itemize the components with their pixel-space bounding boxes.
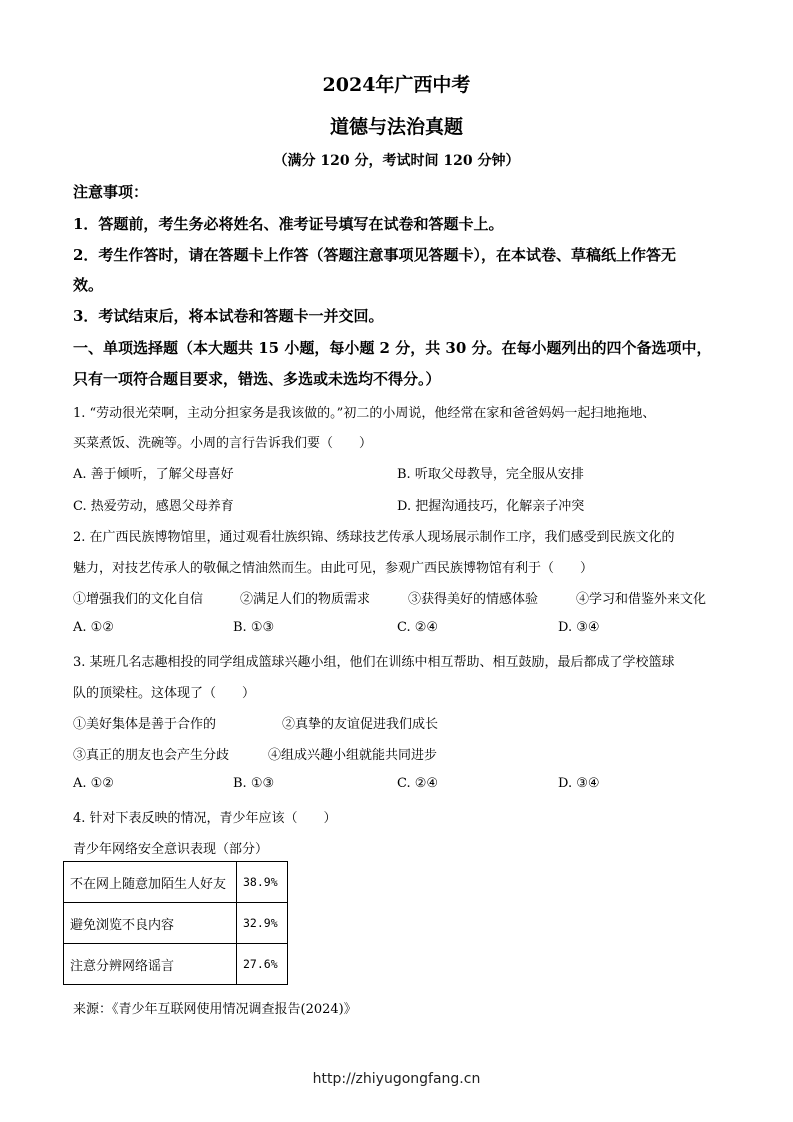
q1-option-a: A. 善于倾听，了解父母喜好 — [73, 467, 234, 482]
q1-stem: 1. “劳动很光荣啊，主动分担家务是我该做的。”初二的小周说，他经常在家和爸爸妈妈一起扫地拖地、 — [73, 406, 656, 421]
section-heading-cont: 只有一项符合题目要求，错选、多选或未选均不得分。） — [73, 370, 441, 388]
q3-option-b: B. ①③ — [233, 776, 275, 791]
table-cell-item: 避免浏览不良内容 — [64, 903, 237, 944]
q3-option-d: D. ③④ — [558, 776, 600, 791]
q2-statement-4: ④学习和借鉴外来文化 — [576, 592, 707, 607]
q3-statement-2: ②真挚的友谊促进我们成长 — [282, 717, 439, 732]
q2-option-b: B. ①③ — [233, 620, 275, 635]
section-heading: 一、单项选择题（本大题共 15 小题，每小题 2 分，共 30 分。在每小题列出的四个备选项中， — [73, 339, 712, 357]
q3-statement-4: ④组成兴趣小组就能共同进步 — [268, 748, 438, 763]
table-row — [64, 944, 288, 985]
note-item-3: 3．考试结束后，将本试卷和答题卡一并交回。 — [73, 307, 384, 325]
q2-statement-3: ③获得美好的情感体验 — [408, 592, 539, 607]
q3-option-a: A. ①② — [73, 776, 114, 791]
exam-subtitle: （满分 120 分，考试时间 120 分钟） — [273, 153, 520, 169]
note-item-2-cont: 效。 — [73, 276, 104, 294]
q3-statement-1: ①美好集体是善于合作的 — [73, 717, 217, 732]
q2-statement-1: ①增强我们的文化自信 — [73, 592, 204, 607]
table-row — [64, 903, 288, 944]
exam-title: 2024年广西中考 — [322, 74, 471, 96]
q3-option-c: C. ②④ — [397, 776, 439, 791]
q1-option-c: C. 热爱劳动，感恩父母养育 — [73, 499, 234, 514]
notes-heading: 注意事项： — [73, 183, 149, 201]
q1-stem-cont: 买菜煮饭、洗碗等。小周的言行告诉我们要（ ） — [73, 436, 373, 451]
table-source: 来源：《青少年互联网使用情况调查报告(2024)》 — [73, 1002, 357, 1017]
q3-stem: 3. 某班几名志趣相投的同学组成篮球兴趣小组，他们在训练中相互帮助、相互鼓励，最后都成了学校篮球 — [73, 655, 675, 670]
table-cell-percent: 38.9% — [237, 862, 288, 903]
note-item-2: 2．考生作答时，请在答题卡上作答（答题注意事项见答题卡），在本试卷、草稿纸上作答无 — [73, 246, 676, 264]
q2-stem-cont: 魅力，对技艺传承人的敬佩之情油然而生。由此可见，参观广西民族博物馆有利于（ ） — [73, 561, 594, 576]
table-cell-item: 不在网上随意加陌生人好友 — [64, 862, 237, 903]
q4-table-caption: 青少年网络安全意识表现（部分） — [73, 842, 269, 857]
q3-statement-3: ③真正的朋友也会产生分歧 — [73, 748, 230, 763]
exam-subject: 道德与法治真题 — [329, 116, 463, 138]
note-item-1: 1．答题前，考生务必将姓名、准考证号填写在试卷和答题卡上。 — [73, 215, 504, 233]
q2-option-c: C. ②④ — [397, 620, 439, 635]
table-cell-percent: 27.6% — [237, 944, 288, 985]
q3-stem-cont: 队的顶梁柱。这体现了（ ） — [73, 686, 256, 701]
table-row — [64, 862, 288, 903]
q2-option-a: A. ①② — [73, 620, 114, 635]
q2-statement-2: ②满足人们的物质需求 — [240, 592, 371, 607]
q1-option-d: D. 把握沟通技巧，化解亲子冲突 — [397, 499, 585, 514]
table-cell-percent: 32.9% — [237, 903, 288, 944]
table-cell-item: 注意分辨网络谣言 — [64, 944, 237, 985]
q4-stem: 4. 针对下表反映的情况，青少年应该（ ） — [73, 811, 337, 826]
q2-stem: 2. 在广西民族博物馆里，通过观看壮族织锦、绣球技艺传承人现场展示制作工序，我们感受到民族文化的 — [73, 530, 675, 545]
q1-option-b: B. 听取父母教导，完全服从安排 — [397, 467, 584, 482]
q2-option-d: D. ③④ — [558, 620, 600, 635]
footer-url[interactable]: http://zhiyugongfang.cn — [312, 1071, 481, 1087]
awareness-table — [63, 861, 288, 985]
